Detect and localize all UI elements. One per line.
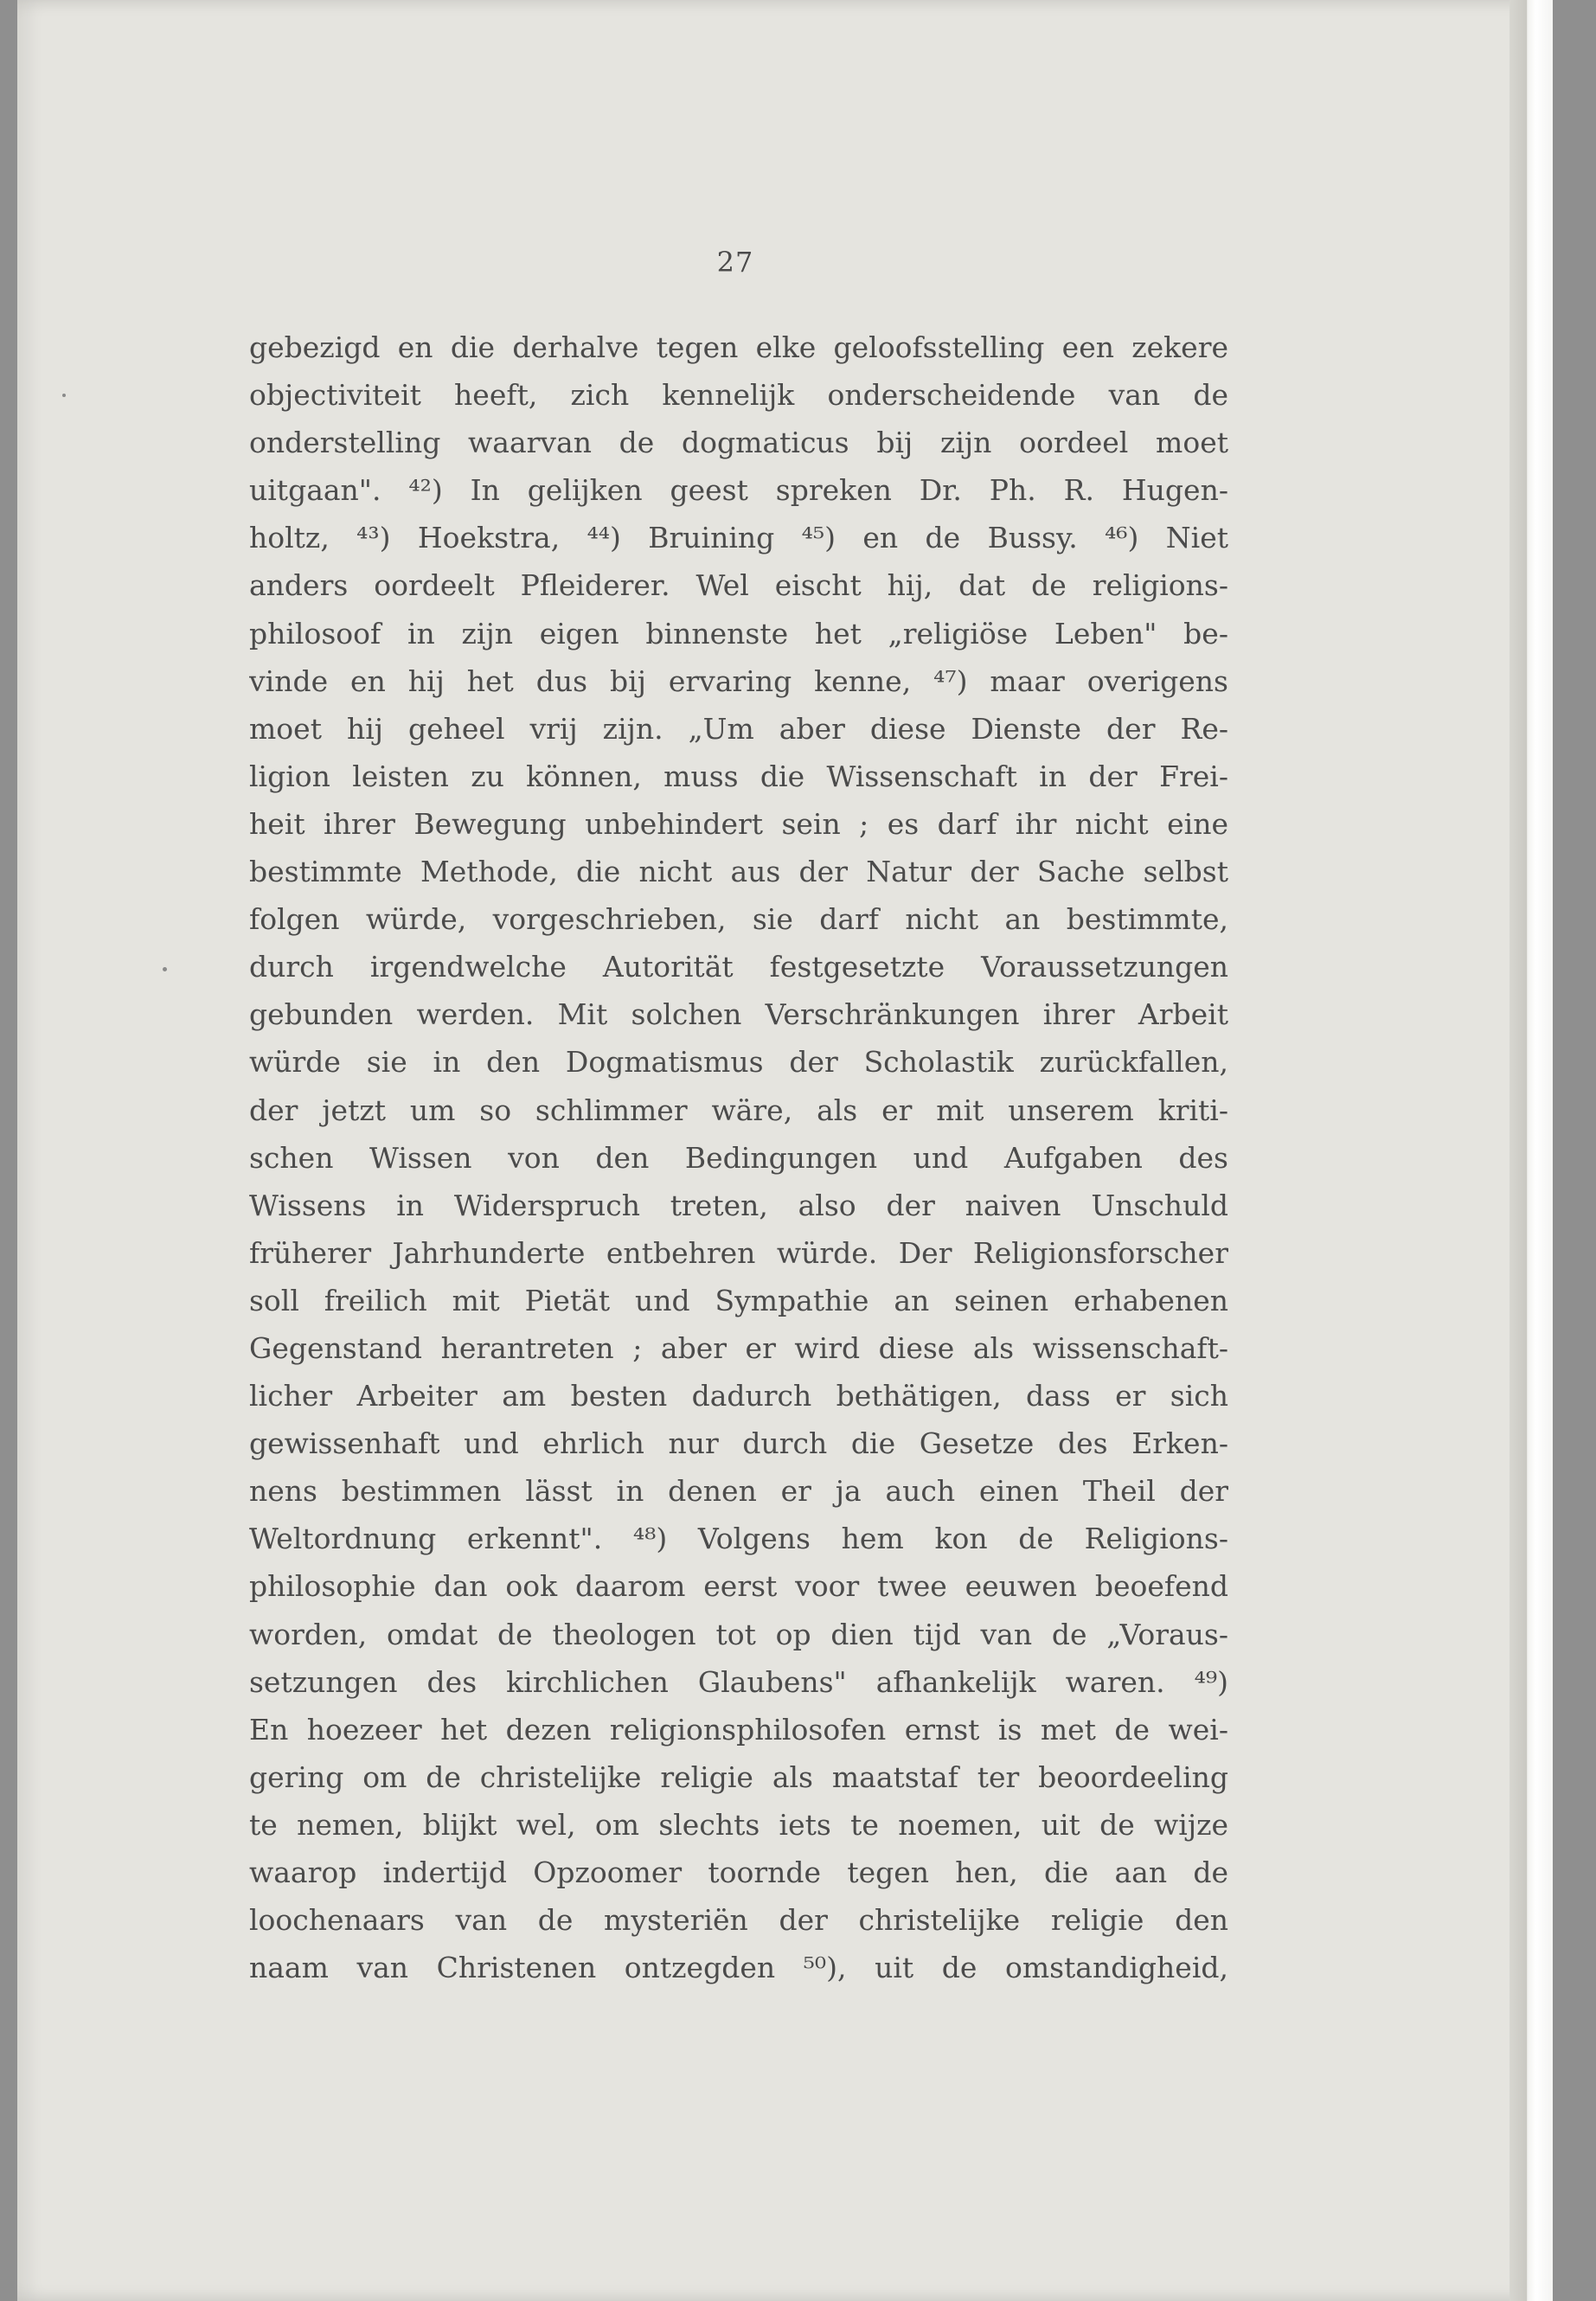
text-line: gewissenhaft und ehrlich nur durch die Gesetze des Erken- — [249, 1426, 1228, 1461]
text-line: bestimmte Methode, die nicht aus der Natur der Sache selbst — [249, 855, 1228, 889]
text-line: En hoezeer het dezen religionsphilosofen ernst is met de wei- — [249, 1712, 1228, 1747]
scan-speck — [62, 394, 66, 397]
text-line: durch irgendwelche Autorität festgesetzte Voraussetzungen — [249, 950, 1228, 984]
text-line: uitgaan". ⁴²) In gelijken geest spreken Dr. Ph. R. Hugen- — [249, 473, 1228, 508]
text-line: schen Wissen von den Bedingungen und Aufgaben des — [249, 1140, 1228, 1175]
text-line: te nemen, blijkt wel, om slechts iets te noemen, uit de wijze — [249, 1807, 1228, 1842]
text-line: soll freilich mit Pietät und Sympathie an seinen erhabenen — [249, 1283, 1228, 1317]
text-line: naam van Christenen ontzegden ⁵⁰), uit de omstandigheid, — [249, 1951, 1228, 1985]
text-line: loochenaars van de mysteriën der christelijke religie den — [249, 1903, 1228, 1938]
text-line: philosophie dan ook daarom eerst voor twee eeuwen beoefend — [249, 1569, 1228, 1604]
page-number: 27 — [716, 246, 754, 279]
text-line: worden, omdat de theologen tot op dien tijd van de „Voraus- — [249, 1617, 1228, 1651]
text-line: nens bestimmen lässt in denen er ja auch einen Theil der — [249, 1474, 1228, 1509]
scan-speck — [163, 967, 167, 971]
text-line: anders oordeelt Pfleiderer. Wel eischt hij, dat de religions- — [249, 568, 1228, 603]
text-line: holtz, ⁴³) Hoekstra, ⁴⁴) Bruining ⁴⁵) en de Bussy. ⁴⁶) Niet — [249, 521, 1228, 555]
text-line: vinde en hij het dus bij ervaring kenne, ⁴⁷) maar overigens — [249, 663, 1228, 698]
text-line: ligion leisten zu können, muss die Wissenschaft in der Frei- — [249, 759, 1228, 793]
text-line: Gegenstand herantreten ; aber er wird diese als wissenschaft- — [249, 1330, 1228, 1365]
text-line: gebunden werden. Mit solchen Verschränkungen ihrer Arbeit — [249, 997, 1228, 1032]
text-line: gering om de christelijke religie als maatstaf ter beoordeeling — [249, 1759, 1228, 1794]
text-line: onderstelling waarvan de dogmaticus bij zijn oordeel moet — [249, 426, 1228, 460]
text-line: würde sie in den Dogmatismus der Scholastik zurückfallen, — [249, 1045, 1228, 1080]
text-line: Wissens in Widerspruch treten, also der naiven Unschuld — [249, 1188, 1228, 1222]
text-line: heit ihrer Bewegung unbehindert sein ; es darf ihr nicht eine — [249, 806, 1228, 841]
text-line: philosoof in zijn eigen binnenste het „religiöse Leben" be- — [249, 616, 1228, 651]
scanned-page — [17, 0, 1553, 2301]
text-line: waarop indertijd Opzoomer toornde tegen hen, die aan de — [249, 1856, 1228, 1889]
text-line: licher Arbeiter am besten dadurch bethätigen, dass er sich — [249, 1379, 1228, 1413]
body-text — [249, 324, 1228, 1991]
page-edge — [1509, 0, 1553, 2301]
text-line: gebezigd en die derhalve tegen elke geloofsstelling een zekere — [249, 330, 1228, 364]
text-line: früherer Jahrhunderte entbehren würde. Der Religionsforscher — [249, 1235, 1228, 1270]
text-line: moet hij geheel vrij zijn. „Um aber diese Dienste der Re- — [249, 711, 1228, 746]
text-line: setzungen des kirchlichen Glaubens" afhankelijk waren. ⁴⁹) — [249, 1664, 1228, 1699]
text-line: der jetzt um so schlimmer wäre, als er mit unserem kriti- — [249, 1093, 1228, 1127]
text-line: folgen würde, vorgeschrieben, sie darf nicht an bestimmte, — [249, 902, 1228, 937]
text-line: objectiviteit heeft, zich kennelijk onderscheidende van de — [249, 378, 1228, 413]
text-line: Weltordnung erkennt". ⁴⁸) Volgens hem kon de Religions- — [249, 1522, 1228, 1556]
